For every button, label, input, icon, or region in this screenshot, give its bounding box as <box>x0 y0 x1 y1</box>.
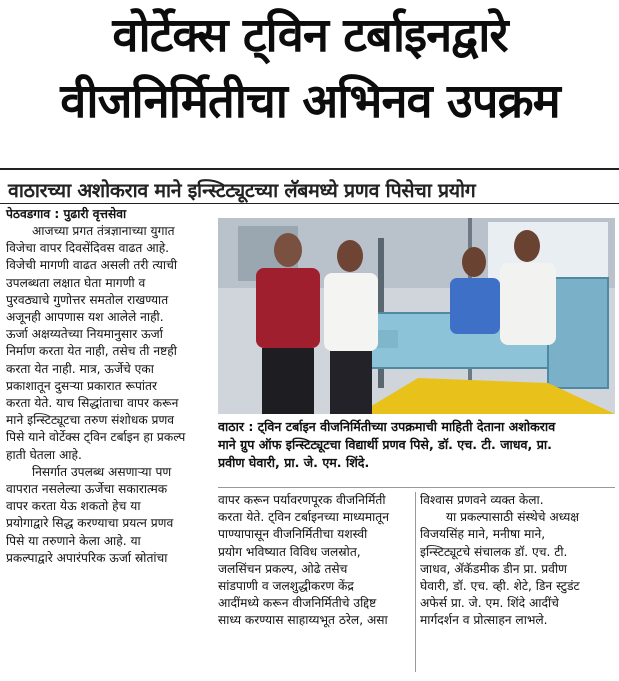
right-column <box>420 492 615 630</box>
left-column <box>6 205 211 567</box>
headline-line-2: वीजनिर्मितीचा अभिनव उपक्रम <box>60 74 560 129</box>
caption-line: वाठार : ट्विन टर्बाइन वीजनिर्मितीच्या उपक्रमाची माहिती देताना अशोकराव <box>218 419 556 434</box>
text-line: जाधव, ॲकॅडमीक डीन प्रा. प्रवीण <box>420 561 567 576</box>
text-line: प्रकल्पाद्वारे अपारंपरिक ऊर्जा स्रोतांचा <box>6 550 168 565</box>
text-line: विजेचा वापर दिवसेंदिवस वाढत आहे. <box>6 241 170 256</box>
text-line: प्रयोग भविष्यात विविध जलस्रोत, <box>218 544 361 559</box>
text-line: हाती घेतला आहे. <box>6 447 82 462</box>
dateline: पेठवडगाव : पुढारी वृत्तसेवा <box>6 207 127 221</box>
text-line: आजच्या प्रगत तंत्रज्ञानाच्या युगात <box>32 224 175 238</box>
caption-line: प्रवीण घेवारी, प्रा. जे. एम. शिंदे. <box>218 455 370 471</box>
text-line: विजयसिंह माने, मनीषा माने, <box>420 527 546 542</box>
headline-line-1: वोर्टेक्स ट्विन टर्बाइनद्वारे <box>112 8 508 63</box>
text-line: विजेची मागणी वाढत असली तरी त्याची <box>6 258 177 273</box>
text-line: जलसिंचन प्रकल्प, ओढे तसेच <box>218 561 348 576</box>
text-line: पिसे या तरुणाने केला आहे. या <box>6 533 141 548</box>
text-line: वापरात नसलेल्या ऊर्जेचा सकारात्मक <box>6 482 168 497</box>
photo-illustration <box>218 218 615 414</box>
text-line: करता येत नाही. मात्र, ऊर्जेचे एका <box>6 361 154 376</box>
divider-top <box>0 168 619 170</box>
text-line: घेवारी, डॉ. एच. व्ही. शेटे, डिन स्टुडंट <box>420 579 580 594</box>
text-line: माने इन्स्टिट्यूटचा तरुण संशोधक प्रणव <box>6 413 175 428</box>
text-line: अफेर्स प्रा. जे. एम. शिंदे आदींचे <box>420 596 559 611</box>
subheadline: वाठारच्या अशोकराव माने इन्स्टिट्यूटच्या लॅबमध्ये प्रणव पिसेचा प्रयोग <box>8 179 476 202</box>
text-line: निसर्गात उपलब्ध असणाऱ्या पण <box>32 464 172 479</box>
text-line: पाण्यापासून वीजनिर्मितीचा यशस्वी <box>218 527 368 542</box>
paragraph-2 <box>6 464 211 567</box>
text-line: निर्माण करता येत नाही, तसेच ती नष्टही <box>6 344 177 359</box>
text-line: प्रयोगाद्वारे सिद्ध करण्याचा प्रयत्न प्रणव <box>6 516 174 531</box>
news-photo <box>218 218 615 414</box>
text-line: प्रकाशातून दुसऱ्या प्रकारात रूपांतर <box>6 378 157 393</box>
text-line: करता येते. याच सिद्धांताचा वापर करून <box>6 396 179 411</box>
text-line: मार्गदर्शन व प्रोत्साहन लाभले. <box>420 613 548 628</box>
column-divider <box>415 492 416 672</box>
text-line: ऊर्जा अक्षय्यतेच्या नियमानुसार ऊर्जा <box>6 327 163 342</box>
text-line: वापर करून पर्यावरणपूरक वीजनिर्मिती <box>218 493 386 507</box>
paragraph-1 <box>6 223 211 464</box>
text-line: सांडपाणी व जलशुद्धीकरण केंद्र <box>218 579 354 594</box>
text-line: विश्वास प्रणवने व्यक्त केला. <box>420 493 544 507</box>
photo-caption <box>218 418 615 473</box>
text-line: आदींमध्ये करून वीजनिर्मितीचे उद्दिष्ट <box>218 596 377 611</box>
text-line: वापर करता येऊ शकतो हेच या <box>6 499 141 514</box>
caption-divider <box>218 487 615 488</box>
caption-line: माने ग्रुप ऑफ इन्स्टिट्यूटचा विद्यार्थी प्रणव पिसे, डॉ. एच. टी. जाधव, प्रा. <box>218 437 552 453</box>
text-line: इन्स्टिट्यूटचे संचालक डॉ. एच. टी. <box>420 544 568 559</box>
text-line: पिसे याने वोर्टेक्स ट्विन टर्बाइन हा प्रकल्प <box>6 430 186 445</box>
text-line: अजूनही आपणास यश आलेले नाही. <box>6 310 164 325</box>
text-line: पुरवठ्याचे गुणोत्तर समतोल राखण्यात <box>6 292 169 307</box>
text-line: करता येते. ट्विन टर्बाइनच्या माध्यमातून <box>218 510 389 525</box>
text-line: उपलब्धता लक्षात घेता मागणी व <box>6 275 146 290</box>
text-line: या प्रकल्पासाठी संस्थेचे अध्यक्ष <box>446 510 580 525</box>
divider-sub <box>0 203 619 204</box>
middle-column <box>218 492 413 630</box>
text-line: साध्य करण्यास साहाय्यभूत ठरेल, असा <box>218 613 388 628</box>
